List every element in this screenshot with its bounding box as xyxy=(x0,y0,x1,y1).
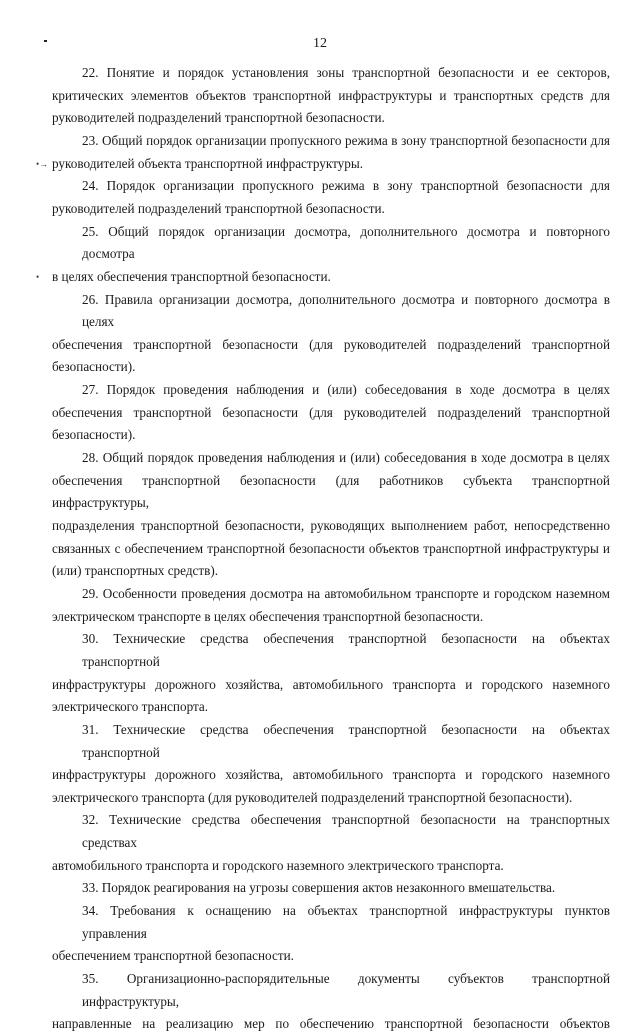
list-item xyxy=(52,809,610,877)
text-line: 29. Особенности проведения досмотра на автомобильном транспорте и городском наземном xyxy=(82,585,610,601)
text-line: обеспечения транспортной безопасности (для руководителей подразделений транспортной xyxy=(52,404,610,420)
list-item xyxy=(52,628,610,718)
scan-mark-2: • xyxy=(36,272,40,282)
text-line: 33. Порядок реагирования на угрозы совершения актов незаконного вмешательства. xyxy=(82,880,556,896)
list-item xyxy=(52,62,610,130)
text-line: обеспечения транспортной безопасности (для руководителей подразделений транспортной xyxy=(52,336,610,352)
text-line: в целях обеспечения транспортной безопасности. xyxy=(52,268,331,284)
text-line: руководителей подразделений транспортной безопасности. xyxy=(52,110,385,126)
list-item xyxy=(52,379,610,447)
list-item xyxy=(52,175,610,220)
list-item xyxy=(52,583,610,628)
text-line: 30. Технические средства обеспечения транспортной безопасности на объектах транспортной xyxy=(82,631,610,669)
text-line: автомобильного транспорта и городского наземного электрического транспорта. xyxy=(52,857,504,873)
text-line: безопасности). xyxy=(52,359,136,375)
text-line: 25. Общий порядок организации досмотра, дополнительного досмотра и повторного досмотра xyxy=(82,223,610,262)
text-line: 27. Порядок проведения наблюдения и (или) собеседования в ходе досмотра в целях xyxy=(82,382,610,398)
text-line: безопасности). xyxy=(52,427,136,443)
text-line: электрического транспорта (для руководителей подразделений транспортной безопасности). xyxy=(52,789,573,805)
text-line: направленные на реализацию мер по обеспечению транспортной безопасности объектов xyxy=(52,1016,610,1032)
text-line: инфраструктуры дорожного хозяйства, автомобильного транспорта и городского наземного xyxy=(52,767,610,783)
text-line: 35. Организационно-распорядительные документы субъектов транспортной инфраструктуры, xyxy=(82,971,610,1009)
text-line: критических элементов объектов транспортной инфраструктуры и транспортных средств для xyxy=(52,87,610,103)
text-line: связанных с обеспечением транспортной безопасности объектов транспортной инфраструктуры и xyxy=(52,540,610,556)
text-line: 22. Понятие и порядок установления зоны транспортной безопасности и ее секторов, xyxy=(82,65,610,80)
text-line: (или) транспортных средств). xyxy=(52,563,219,579)
text-line: 26. Правила организации досмотра, дополнительного досмотра и повторного досмотра в целях xyxy=(82,291,610,330)
text-line: руководителей подразделений транспортной безопасности. xyxy=(52,200,385,216)
list-item xyxy=(52,719,610,809)
text-line: обеспечения транспортной безопасности (для работников субъекта транспортной инфраструктуры, xyxy=(52,472,610,511)
text-line: инфраструктуры дорожного хозяйства, автомобильного транспорта и городского наземного xyxy=(52,676,610,692)
text-line: подразделения транспортной безопасности, руководящих выполнением работ, непосредственно xyxy=(52,518,610,533)
text-line: руководителей объекта транспортной инфраструктуры. xyxy=(52,155,364,171)
text-line: 24. Порядок организации пропускного режима в зону транспортной безопасности для xyxy=(82,178,610,194)
scan-arrow-mark: •→ xyxy=(36,159,49,169)
text-line: 34. Требования к оснащению на объектах транспортной инфраструктуры пунктов управления xyxy=(82,903,610,941)
list-item xyxy=(52,289,610,379)
list-item xyxy=(52,130,610,175)
text-line: 31. Технические средства обеспечения транспортной безопасности на объектах транспортной xyxy=(82,721,610,760)
text-line: 32. Технические средства обеспечения транспортной безопасности на транспортных средствах xyxy=(82,812,610,851)
page-number: 12 xyxy=(313,36,327,51)
list-item xyxy=(52,221,610,289)
text-line: 28. Общий порядок проведения наблюдения и (или) собеседования в ходе досмотра в целях xyxy=(82,450,610,466)
text-line: электрическом транспорте в целях обеспечения транспортной безопасности. xyxy=(52,608,484,624)
document-body xyxy=(52,62,610,1036)
list-item xyxy=(52,447,610,583)
text-line: обеспечением транспортной безопасности. xyxy=(52,948,294,964)
text-line: электрического транспорта. xyxy=(52,699,209,715)
list-item xyxy=(52,900,610,968)
list-item xyxy=(52,968,610,1036)
text-line: 23. Общий порядок организации пропускного режима в зону транспортной безопасности для xyxy=(82,132,610,148)
list-item xyxy=(52,877,610,900)
